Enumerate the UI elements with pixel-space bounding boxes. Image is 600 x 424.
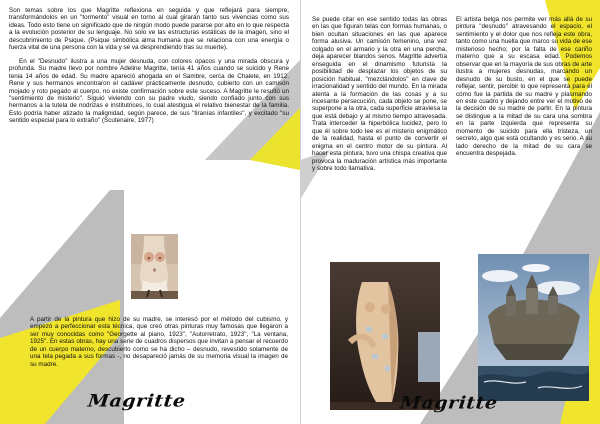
cubismo-paragraph: A partir de la pintura que hizo de su madre, se interesó por el método del cubismo, y empezó a perfeccionar esta técnica, que creó otras pinturas muy famosas que llegaron a ser muy conocidas como "Georgette al piano, 1923", "Autorretrato, 1923", "La ventana, 1925". En estas obras, hay una serie de cuadros dispersos que invitan a pensar el recuerdo de un cuerpo materno, descubierto como se ha dicho – desnudo, revestido solamente de una tela pegada a sus formas -, no desapareció jamás de su memoria visual la imagen de su madre. bbox=[30, 316, 288, 368]
desnudo-paragraph: En el "Desnudo" ilustra a una mujer desnuda, con colores opacos y una mirada obscura y profunda. Su madre llevo por nombre Adeline Magritte, tenía 41 años cuando se suicido y Rene tenia 14 años de edad. Su madre apareció ahogada en el Sambre, cerca de Chalete, en 1912. Rene y sus hermanos encontraron el cadáver prácticamente desnudo, cubierto con un camisón mojado y roto pegado al cuerpo, no existe confirmación sobre este suceso. A Magritte le resultó un "sentimiento de misterio". Siguió viviendo con su padre viudo, siendo confiado junto con sus hermanos a la tutela de nodrizas e institutrices, lo cual atestigua el relativo bienestar de la familia. Esto podría haber atizado la malignidad, según parece, de sus "tiranías infantiles", y excitado "su sentido especial para lo extraño" (Scutenaire, 1977) bbox=[9, 57, 289, 125]
right-column-1 bbox=[312, 16, 447, 179]
left-top-text bbox=[9, 7, 289, 131]
desnudo-painting bbox=[131, 234, 178, 299]
right-column-2 bbox=[456, 16, 592, 164]
castle-painting bbox=[478, 254, 589, 401]
page-gutter bbox=[300, 0, 301, 424]
left-bottom-text bbox=[30, 316, 288, 374]
left-signature: Magritte bbox=[86, 391, 187, 411]
intro-paragraph: Son temas sobre los que Magritte reflexiona en seguida y que reflejará para siempre, transformándolos en un "tormento" visual en torno al cual girarán tanto sus vivencias como sus ideas. Todo esto tiene un significado que de ningún modo puede pararse por alto en lo que respecta a la evolución posterior de su lenguaje. No solo ve las estructuras estáticas de la imagen, sino el descubrimiento de Psique. (Psique simbólica alma humana que se relaciona con una energía o fuerza vital de una persona con la vida y se va desprendiendo tras su muerte). bbox=[9, 7, 289, 52]
torso-painting bbox=[330, 262, 440, 410]
right-col2-paragraph: El artista belga nos permite ver más allá de su pintura "desnudo" atravesando el espacio, el sentimiento y el dolor que nos refleja este obra, tanto como una huella que marco su vida de ese misterioso hecho; por la falta de ese cariño materno que a su escasa edad. Podemos observar que en la mayoría de sus obras de arte ilustra a mujeres desnudas, marcando un desnudo de su busto, en el que se puede reflejar, sentir, percibir lo que representa para él cómo fue la partida de su madre y plasmando en este cuadro y dejando entre ver el motivo de la decisión de su madre de partir. En la pintura se distingue a la mitad de su cara una sombra en la parte izquierda que representa su momento de suicido para ella tristeza, un secreto, algo que está ocultando y es serio. A su lado derecho de la mitad de su cara se encuentra despejada. bbox=[456, 16, 592, 158]
right-col1-paragraph: Se puede citar en ese sentido todas las obras en las que figuran telas con formas humanas, o bien ocultan situaciones en las que aparece forma alusiva. Un camisón femenino, una vez colgado en el armario y la otra en una percha, deja aparecer blandos senos. Magritte advertía enseguida en el dinamismo futurista la posibilidad de desplazar los objetos de su posición habitual, "mezclándolos" en clave de irracionalidad y sentido del mundo. En la mirada atenta a la formación de las cosas y a su incesante persecución, cada objeto se pone, se superpone a la otra, cada superficie atraviesa la que está debajo y al mismo tiempo atravesada. Trata interceder la hiperbólica lucidez, pero lo que él sobre todo lee es el misterio enigmático de la realidad, hasta el punto de convertir el enigma en el centro motor de su pintura. Al hacer esta pintura, tuvo una chispa creativa que provoca la maduración artística más importante y sobre todo llamativa. bbox=[312, 16, 447, 173]
right-signature: Magritte bbox=[398, 393, 499, 413]
